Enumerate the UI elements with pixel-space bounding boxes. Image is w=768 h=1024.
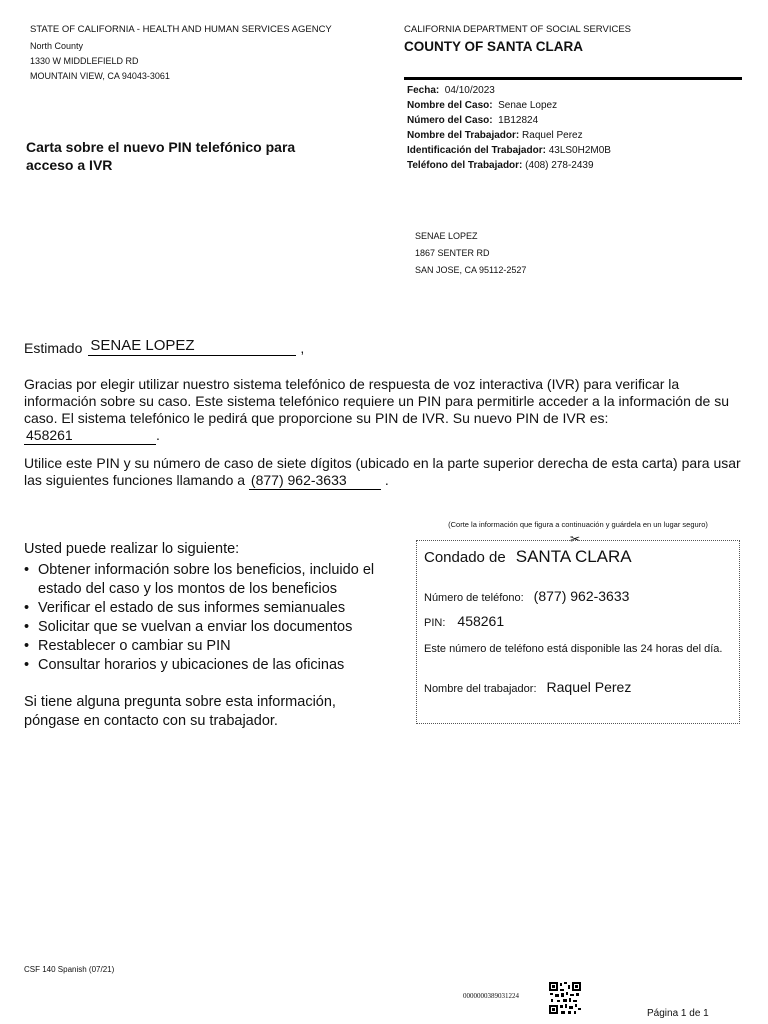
agency-address-block [30, 22, 332, 84]
qr-code-icon [549, 982, 581, 1014]
case-info-row [407, 83, 611, 98]
case-info [407, 83, 611, 173]
ivr-phone-field: (877) 962-3633 [249, 472, 381, 490]
case-info-label: Nombre del Caso: [407, 100, 493, 111]
case-info-row [407, 113, 611, 128]
list-item [24, 637, 404, 656]
card-worker-label: Nombre del trabajador: [424, 683, 537, 695]
greeting-prefix: Estimado [24, 340, 83, 356]
recipient-city: SAN JOSE, CA 95112-2527 [415, 265, 527, 275]
office-city: MOUNTAIN VIEW, CA 94043-3061 [30, 71, 170, 81]
greeting-name-field: SENAE LOPEZ [88, 337, 296, 356]
list-item [24, 656, 404, 675]
card-phone-label: Número de teléfono: [424, 592, 524, 604]
office-street: 1330 W MIDDLEFIELD RD [30, 56, 139, 66]
case-info-row [407, 143, 611, 158]
page-number: Página 1 de 1 [647, 1008, 709, 1019]
form-id: CSF 140 Spanish (07/21) [24, 965, 115, 974]
case-info-label: Fecha: [407, 85, 440, 96]
case-info-value: 43LS0H2M0B [548, 145, 611, 156]
bullet-icon: • [24, 600, 30, 616]
bullet-icon: • [24, 562, 30, 578]
card-phone-row [424, 588, 629, 604]
contact-paragraph: Si tiene alguna pregunta sobre esta información, póngase en contacto con su trabajador. [24, 694, 336, 729]
recipient-address [415, 228, 526, 279]
cut-note: (Corte la información que figura a continuación y guárdela en un lugar seguro) [448, 520, 708, 529]
actions-heading: Usted puede realizar lo siguiente: [24, 541, 240, 557]
letter-title: Carta sobre el nuevo PIN telefónico para acceso a IVR [26, 139, 296, 173]
list-item-text: Solicitar que se vuelvan a enviar los documentos [38, 619, 353, 635]
usage-paragraph [24, 455, 744, 490]
list-item [24, 561, 404, 599]
card-pin-row [424, 613, 504, 629]
list-item-text: Verificar el estado de sus informes semianuales [38, 600, 346, 616]
case-info-label: Nombre del Trabajador: [407, 130, 520, 141]
pin-field: 458261 [24, 427, 156, 445]
agency-name: STATE OF CALIFORNIA - HEALTH AND HUMAN SERVICES AGENCY [30, 24, 332, 35]
recipient-name: SENAE LOPEZ [415, 231, 478, 241]
case-info-label: Número del Caso: [407, 115, 493, 126]
case-info-row [407, 158, 611, 173]
card-county-value: SANTA CLARA [515, 547, 632, 566]
document-code: 0000000389031224 [463, 992, 519, 1000]
actions-section [24, 540, 404, 675]
pin-paragraph-text: Gracias por elegir utilizar nuestro sistema telefónico de respuesta de voz interactiva (IVR) para verificar la información sobre su caso. Este sistema telefónico requiere un PIN para permitirle acceder a la información de su caso. El sistema telefónico le pedirá que proporcione su PIN de IVR. Su nuevo PIN de IVR es: [24, 376, 730, 426]
card-worker-row [424, 679, 631, 695]
actions-list [24, 561, 404, 675]
card-pin-value: 458261 [457, 613, 505, 629]
header-divider [404, 77, 742, 80]
recipient-street: 1867 SENTER RD [415, 248, 490, 258]
case-info-value: (408) 278-2439 [525, 160, 594, 171]
case-info-row [407, 98, 611, 113]
case-info-row [407, 128, 611, 143]
bullet-icon: • [24, 657, 30, 673]
greeting-suffix: , [300, 340, 305, 356]
card-phone-value: (877) 962-3633 [533, 588, 630, 604]
office-name: North County [30, 41, 84, 51]
pin-paragraph-end: . [156, 427, 160, 443]
usage-paragraph-text: Utilice este PIN y su número de caso de siete dígitos (ubicado en la parte superior derecha de esta carta) para usar las siguientes funciones llamando a [24, 455, 741, 488]
greeting [24, 337, 304, 356]
department-name: CALIFORNIA DEPARTMENT OF SOCIAL SERVICES [404, 24, 631, 35]
case-info-value: Senae Lopez [498, 100, 558, 111]
case-info-label: Teléfono del Trabajador: [407, 160, 523, 171]
bullet-icon: • [24, 638, 30, 654]
bullet-icon: • [24, 619, 30, 635]
scissors-icon: ✂ [570, 532, 581, 546]
pin-paragraph [24, 376, 744, 445]
usage-paragraph-end: . [384, 472, 389, 488]
list-item-text: Obtener información sobre los beneficios, incluido el estado del caso y los montos de los beneficios [38, 562, 375, 597]
case-info-label: Identificación del Trabajador: [407, 145, 546, 156]
list-item-text: Restablecer o cambiar su PIN [38, 638, 231, 654]
department-block [404, 24, 631, 54]
list-item [24, 599, 404, 618]
card-county-row [424, 547, 632, 567]
case-info-value: 1B12824 [498, 115, 539, 126]
list-item-text: Consultar horarios y ubicaciones de las oficinas [38, 657, 345, 673]
card-pin-label: PIN: [424, 617, 446, 629]
county-name: COUNTY OF SANTA CLARA [404, 39, 583, 54]
card-worker-value: Raquel Perez [546, 679, 632, 695]
list-item [24, 618, 404, 637]
pin-cutout-card [416, 540, 740, 724]
card-availability: Este número de teléfono está disponible las 24 horas del día. [424, 643, 723, 655]
card-county-label: Condado de [424, 549, 506, 566]
case-info-value: Raquel Perez [522, 130, 583, 141]
case-info-value: 04/10/2023 [444, 85, 495, 96]
